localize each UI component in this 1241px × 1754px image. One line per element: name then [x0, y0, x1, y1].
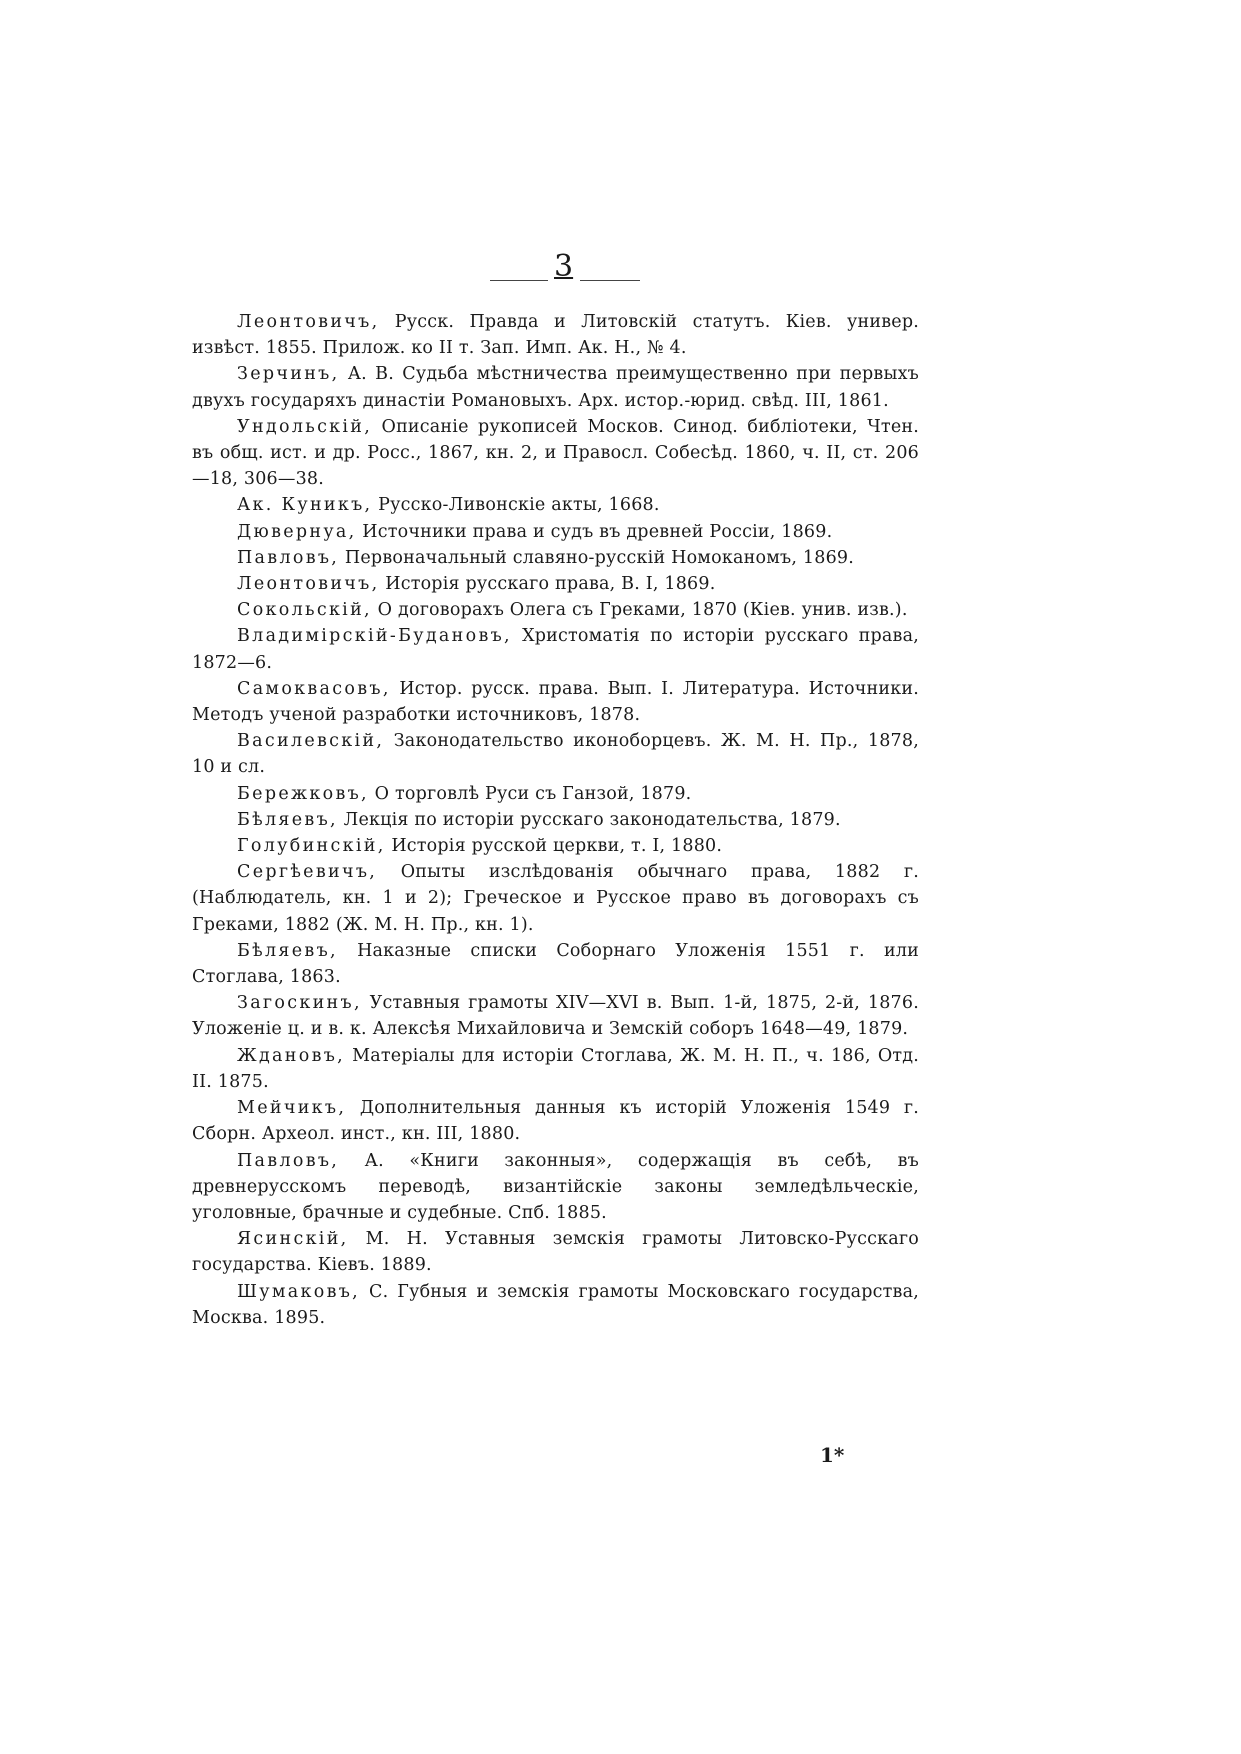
signature-mark: 1*	[820, 1443, 845, 1467]
entry-author: Загоскинъ,	[237, 993, 362, 1014]
entry-author: Василевскій,	[237, 731, 385, 752]
entry-text: Описаніе рукописей Москов. Синод. библіотеки, Чтен. въ общ. ист. и др. Росс., 1867, кн. 2, и Правосл. Собесѣд. 1860, ч. II, ст. 206—18, 306—38.	[192, 416, 919, 490]
entry-author: Ждановъ,	[237, 1045, 346, 1066]
entry-author: Шумаковъ,	[237, 1281, 361, 1302]
bibliography-entry	[192, 545, 919, 571]
entry-text: Матеріалы для исторіи Стоглава, Ж. М. Н. П., ч. 186, Отд. II. 1875.	[192, 1045, 919, 1092]
entry-author: Леонтовичъ,	[237, 312, 380, 332]
bibliography-entry	[192, 1148, 919, 1227]
entry-author: Дювернуа,	[237, 521, 357, 542]
entry-author: Бережковъ,	[237, 783, 369, 804]
bibliography-entry	[192, 623, 919, 675]
entry-text: Законодательство иконоборцевъ. Ж. М. Н. Пр., 1878, 10 и сл.	[192, 731, 919, 778]
entry-text: Наказные списки Соборнаго Уложенія 1551 г. или Стоглава, 1863.	[192, 940, 919, 988]
page-number: 3	[554, 249, 574, 284]
entry-author: Зерчинъ,	[237, 364, 340, 385]
entry-text: Дополнительныя данныя къ исторій Уложенія 1549 г. Сборн. Археол. инст., кн. III, 1880.	[192, 1098, 919, 1145]
entry-text: О договорахъ Олега съ Греками, 1870 (Кіев. унив. изв.).	[371, 600, 908, 621]
entry-author: Ясинскій,	[237, 1229, 349, 1250]
entry-text: А. «Книги законныя», содержащія въ себѣ, въ древнерусскомъ переводѣ, византійскіе законы земледѣльческіе, уголовные, брачные и судебные. Спб. 1885.	[192, 1150, 919, 1223]
page-header	[490, 249, 670, 292]
entry-text: Уставныя грамоты XIV—XVI в. Вып. 1-й, 1875, 2-й, 1876. Уложеніе ц. и в. к. Алексѣя Михайловича и Земскій соборъ 1648—49, 1879.	[192, 993, 919, 1040]
entry-text: Источники права и судъ въ древней Россіи, 1869.	[356, 521, 833, 542]
bibliography-entry	[192, 938, 919, 990]
entry-text: Истор. русск. права. Вып. I. Литература. Источники. Методъ ученой разработки источниковъ, 1878.	[192, 678, 919, 726]
entry-text: С. Губныя и земскія грамоты Московскаго государства, Москва. 1895.	[192, 1281, 919, 1328]
entry-author: Самоквасовъ,	[237, 678, 391, 699]
entry-text: Русско-Ливонскіе акты, 1668.	[372, 495, 660, 516]
entry-text: А. В. Судьба мѣстничества преимущественно при первыхъ двухъ государяхъ династіи Романовыхъ. Арх. истор.-юрид. свѣд. III, 1861.	[192, 364, 919, 411]
entry-author: Голубинскій,	[237, 836, 386, 857]
entry-author: Леонтовичъ,	[237, 574, 380, 595]
entry-author: Бѣляевъ,	[237, 809, 338, 830]
bibliography-entry	[192, 781, 919, 807]
bibliography-entry	[192, 807, 919, 833]
entry-author: Владимірскій-Будановъ,	[237, 626, 512, 647]
entry-author: Ак. Куникъ,	[237, 495, 373, 516]
entry-text: Первоначальный славяно-русскій Номоканомъ, 1869.	[339, 547, 854, 568]
bibliography-entry	[192, 728, 919, 780]
bibliography-entry	[192, 1279, 919, 1331]
entry-text: Лекція по исторіи русскаго законодательства, 1879.	[337, 809, 841, 830]
entry-text: М. Н. Уставныя земскія грамоты Литовско-Русскаго государства. Кіевъ. 1889.	[192, 1229, 919, 1276]
bibliography-entry	[192, 361, 919, 413]
entry-text: Опыты изслѣдованія обычнаго права, 1882 г. (Наблюдатель, кн. 1 и 2); Греческое и Русское право въ договорахъ съ Греками, 1882 (Ж. М. Н. Пр., кн. 1).	[192, 862, 919, 935]
entry-text: Христоматія по исторіи русскаго права, 1872—6.	[192, 626, 919, 673]
header-rule-right	[580, 280, 640, 281]
bibliography-entry	[192, 990, 919, 1042]
entry-author: Сокольскій,	[237, 600, 372, 621]
header-rule-left	[490, 280, 548, 281]
entry-author: Бѣляевъ,	[237, 940, 338, 961]
entry-text: Исторія русскаго права, В. I, 1869.	[379, 574, 716, 595]
entry-author: Ундольскій,	[237, 416, 373, 437]
entry-author: Сергѣевичъ,	[237, 862, 378, 883]
bibliography-entry	[192, 1226, 919, 1278]
entry-author: Павловъ,	[237, 547, 340, 568]
bibliography-entry	[192, 309, 919, 361]
bibliography-list	[192, 309, 919, 1331]
entry-author: Мейчикъ,	[237, 1098, 347, 1119]
entry-text: Исторія русской церкви, т. I, 1880.	[385, 836, 723, 857]
bibliography-entry	[192, 597, 919, 623]
entry-author: Павловъ,	[237, 1150, 340, 1171]
bibliography-entry	[192, 519, 919, 545]
entry-text: О торговлѣ Руси съ Ганзой, 1879.	[368, 783, 692, 804]
bibliography-entry	[192, 492, 919, 518]
bibliography-entry	[192, 1043, 919, 1095]
bibliography-entry	[192, 571, 919, 597]
bibliography-entry	[192, 676, 919, 728]
bibliography-entry	[192, 414, 919, 493]
entry-text: Русск. Правда и Литовскій статутъ. Кіев. универ. извѣст. 1855. Прилож. ко II т. Зап. Имп. Ак. Н., № 4.	[192, 312, 919, 359]
bibliography-entry	[192, 1095, 919, 1147]
bibliography-entry	[192, 833, 919, 859]
bibliography-entry	[192, 859, 919, 938]
